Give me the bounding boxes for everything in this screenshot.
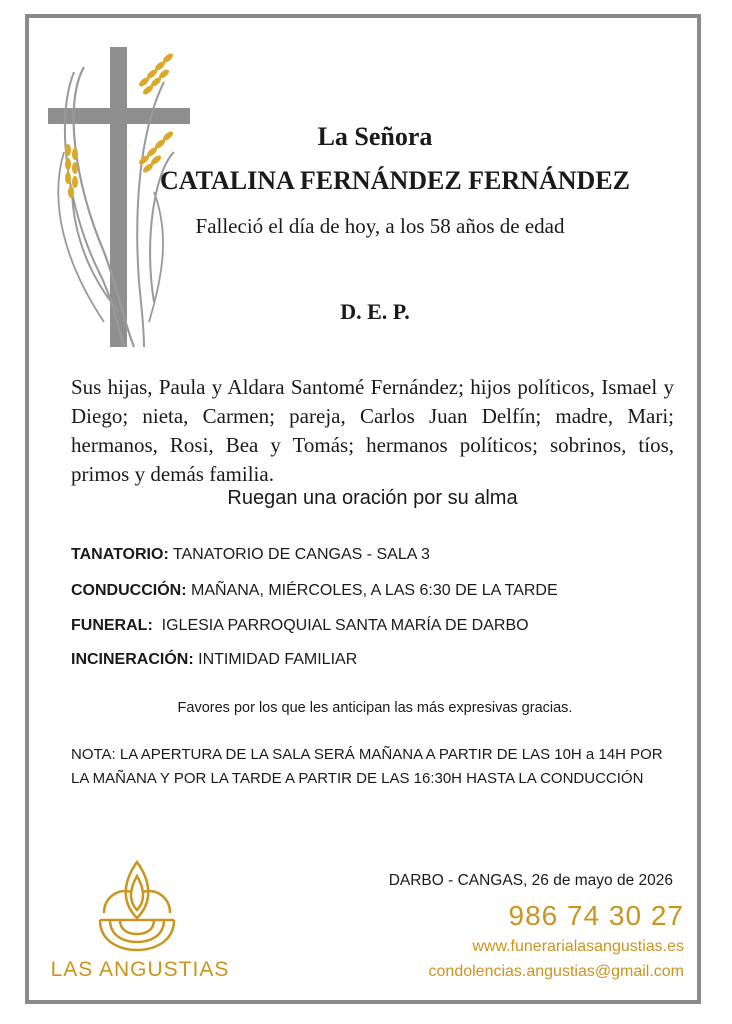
detail-value: IGLESIA PARROQUIAL SANTA MARÍA DE DARBO: [157, 617, 529, 634]
detail-label: TANATORIO:: [71, 546, 169, 563]
detail-tanatorio: [71, 546, 430, 564]
las-angustias-logo-icon: [92, 858, 182, 953]
thanks-line: Favores por los que les anticipan las más expresivas gracias.: [177, 700, 573, 716]
detail-value: INTIMIDAD FAMILIAR: [198, 651, 358, 668]
detail-label: INCINERACIÓN:: [71, 651, 194, 668]
place-date: DARBO - CANGAS, 26 de mayo de 2026: [388, 872, 673, 889]
email-link[interactable]: condolencias.angustias@gmail.com: [428, 963, 684, 980]
deceased-name: CATALINA FERNÁNDEZ FERNÁNDEZ: [160, 166, 630, 195]
detail-value: TANATORIO DE CANGAS - SALA 3: [172, 546, 430, 563]
death-line: Falleció el día de hoy, a los 58 años de edad: [195, 214, 565, 238]
detail-incineracion: [71, 651, 357, 669]
detail-funeral: [71, 617, 529, 635]
prayer-line: Ruegan una oración por su alma: [227, 487, 518, 509]
brand-name: LAS ANGUSTIAS: [50, 958, 230, 981]
rip-text: D. E. P.: [340, 299, 410, 324]
detail-label: CONDUCCIÓN:: [71, 582, 187, 599]
detail-value: MAÑANA, MIÉRCOLES, A LAS 6:30 DE LA TARDE: [191, 582, 558, 599]
website-link[interactable]: www.funerarialasangustias.es: [472, 938, 684, 955]
cross-with-wheat-icon: [44, 42, 194, 362]
phone-number: 986 74 30 27: [508, 900, 684, 931]
family-paragraph: Sus hijas, Paula y Aldara Santomé Fernández; hijos políticos, Ismael y Diego; nieta, Carmen; pareja, Carlos Juan Delfín; madre, Mari; hermanos, Rosi, Bea y Tomás; hermanos políticos; sobrinos, tíos, primos y demás familia.: [71, 375, 674, 486]
detail-conduccion: [71, 582, 558, 600]
title-prefix: La Señora: [317, 122, 433, 151]
note-paragraph: NOTA: LA APERTURA DE LA SALA SERÁ MAÑANA A PARTIR DE LAS 10H a 14H POR LA MAÑANA Y POR LA TARDE A PARTIR DE LAS 16:30H HASTA LA CONDUCCIÓN: [71, 746, 663, 787]
detail-label: FUNERAL:: [71, 617, 153, 634]
